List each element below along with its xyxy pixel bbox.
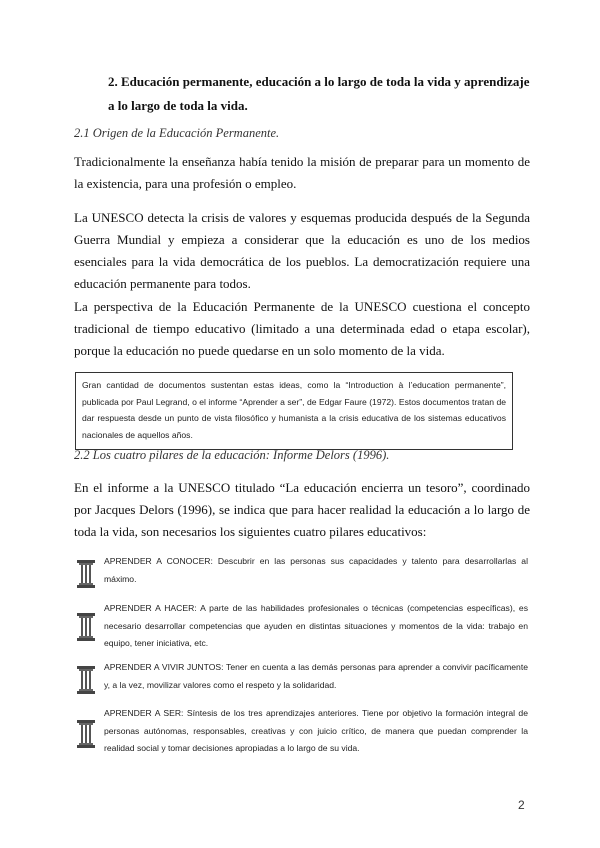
- note-box: Gran cantidad de documentos sustentan estas ideas, como la “Introduction à l’education permanente”, publicada por Paul Legrand, o el informe “Aprender a ser”, de Edgar Faure (1972). Estos documentos tratan de dar respuesta desde un punto de vista filosófico y humanista a la crisis educativa de los sistemas educativos nacionales de aquellos años.: [75, 372, 513, 450]
- pillar-label: APRENDER A CONOCER:: [104, 556, 213, 566]
- column-icon: [76, 612, 96, 642]
- subsection-title-origen: 2.1 Origen de la Educación Permanente.: [74, 126, 280, 140]
- pillar-item: [76, 553, 530, 597]
- section-heading: 2. Educación permanente, educación a lo largo de toda la vida y aprendizaje a lo largo de toda la vida.: [108, 74, 530, 113]
- column-icon: [76, 559, 96, 589]
- pillar-text: [104, 659, 528, 694]
- pillar-text: [104, 553, 528, 588]
- paragraph-2: La UNESCO detecta la crisis de valores y esquemas producida después de la Segunda Guerra Mundial y empieza a considerar que la educación es uno de los medios esenciales para la vida democrática de los pueblos. La democratización requiere una educación permanente para todos.: [74, 210, 530, 291]
- pillar-description: A parte de las habilidades profesionales o técnicas (competencias específicas), es necesario desarrollar competencias que ayuden en distintas situaciones y momentos de la vida: trabajo en equipo, tener iniciativa, etc.: [104, 603, 528, 648]
- pillar-description: Síntesis de los tres aprendizajes anteriores. Tiene por objetivo la formación integral de personas autónomas, responsables, creativas y con juicio crítico, de manera que puedan comprender la realidad social y tomar decisiones apropiadas a lo largo de su vida.: [104, 708, 528, 753]
- pillar-text: [104, 705, 528, 758]
- paragraph-informe-delors: En el informe a la UNESCO titulado “La educación encierra un tesoro”, coordinado por Jacques Delors (1996), se indica que para hacer realidad la educación a lo largo de toda la vida, son necesarios los siguientes cuatro pilares educativos:: [74, 480, 530, 539]
- pillar-text: [104, 600, 528, 653]
- pillar-item: [76, 705, 530, 763]
- page-number: 2: [518, 798, 525, 812]
- pillar-description: Tener en cuenta a las demás personas para aprender a convivir pacíficamente y, a la vez, movilizar valores como el respeto y la solidaridad.: [104, 662, 528, 690]
- pillar-label: APRENDER A VIVIR JUNTOS:: [104, 662, 224, 672]
- pillar-label: APRENDER A SER:: [104, 708, 184, 718]
- pillar-description: Descubrir en las personas sus capacidades y talento para desarrollarlas al máximo.: [104, 556, 528, 584]
- pillar-item: [76, 659, 530, 699]
- paragraph-3: La perspectiva de la Educación Permanente de la UNESCO cuestiona el concepto tradicional de tiempo educativo (limitado a una determinada edad o etapa escolar), porque la educación no puede quedarse en un solo momento de la vida.: [74, 299, 530, 358]
- pillar-label: APRENDER A HACER:: [104, 603, 197, 613]
- pillar-item: [76, 600, 530, 656]
- column-icon: [76, 719, 96, 749]
- subsection-title-pilares: 2.2 Los cuatro pilares de la educación: Informe Delors (1996).: [74, 448, 390, 462]
- paragraph-1: Tradicionalmente la enseñanza había tenido la misión de preparar para un momento de la existencia, para una profesión o empleo.: [74, 154, 530, 191]
- column-icon: [76, 665, 96, 695]
